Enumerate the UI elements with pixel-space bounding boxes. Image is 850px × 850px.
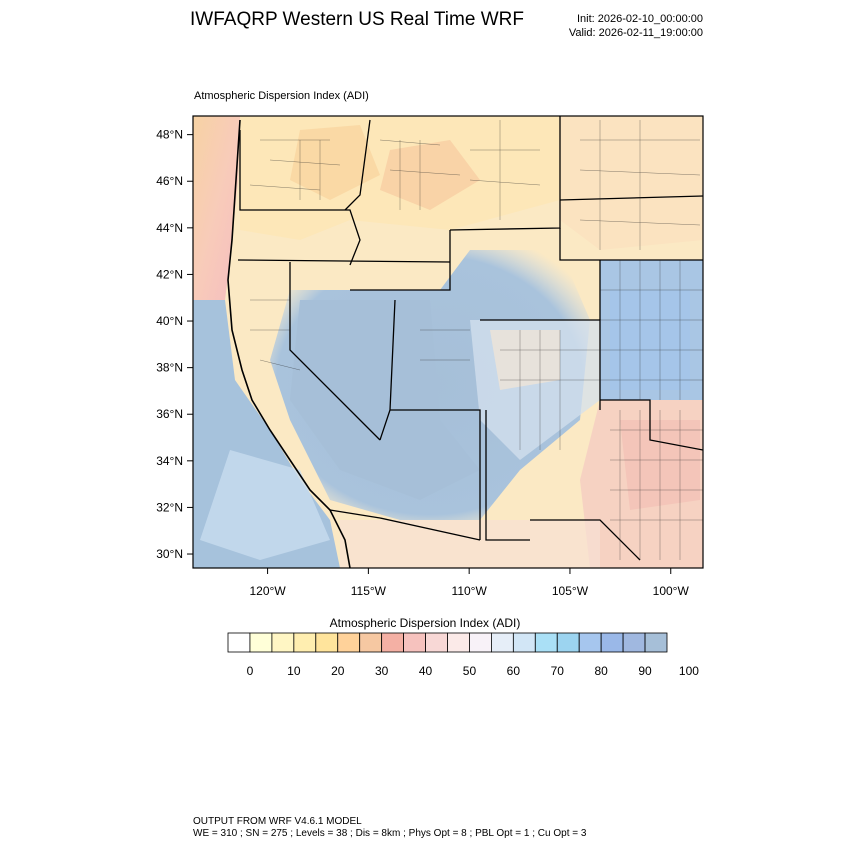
lon-tick-label: 115°W [350, 584, 387, 598]
colorbar-tick-label: 40 [418, 664, 433, 678]
lat-tick-label: 38°N [156, 360, 183, 375]
colorbar-swatch [491, 633, 513, 652]
lat-tick-label: 32°N [156, 500, 183, 515]
colorbar-tick-label: 90 [638, 664, 652, 678]
page-title: IWFAQRP Western US Real Time WRF [190, 9, 524, 30]
colorbar-swatch [426, 633, 448, 652]
init-time: Init: 2026-02-10_00:00:00 [577, 13, 703, 25]
colorbar-swatch [623, 633, 645, 652]
footer-model-line: OUTPUT FROM WRF V4.6.1 MODEL [193, 816, 362, 827]
lat-tick-label: 42°N [156, 267, 183, 282]
lon-tick-label: 100°W [652, 584, 689, 598]
lat-tick-label: 40°N [156, 314, 183, 329]
map-fill [193, 116, 703, 568]
colorbar-swatch [382, 633, 404, 652]
colorbar-tick-label: 50 [462, 664, 477, 678]
colorbar-tick-label: 30 [374, 664, 389, 678]
lon-axis [250, 568, 690, 598]
colorbar-swatch [228, 633, 250, 652]
colorbar-swatch [338, 633, 360, 652]
valid-time: Valid: 2026-02-11_19:00:00 [568, 27, 703, 39]
lat-tick-label: 46°N [156, 174, 183, 189]
colorbar-tick-label: 10 [287, 664, 301, 678]
colorbar-swatch [448, 633, 470, 652]
colorbar-tick-label: 100 [678, 664, 699, 678]
colorbar-swatch [250, 633, 272, 652]
colorbar-tick-label: 20 [331, 664, 345, 678]
colorbar-swatch [557, 633, 579, 652]
colorbar-swatch [601, 633, 623, 652]
colorbar-swatch [535, 633, 557, 652]
lat-tick-label: 34°N [156, 453, 183, 468]
colorbar-swatch [469, 633, 491, 652]
footer-settings-line: WE = 310 ; SN = 275 ; Levels = 38 ; Dis = 8km ; Phys Opt = 8 ; PBL Opt = 1 ; Cu Opt = 3 [193, 828, 587, 839]
colorbar-swatch [294, 633, 316, 652]
field-name: Atmospheric Dispersion Index (ADI) [194, 90, 369, 102]
lon-tick-label: 105°W [551, 584, 589, 598]
colorbar-swatch [316, 633, 338, 652]
lon-tick-label: 120°W [249, 584, 286, 598]
colorbar-swatch [404, 633, 426, 652]
lat-tick-label: 36°N [156, 407, 183, 422]
colorbar-swatch [579, 633, 601, 652]
colorbar-tick-label: 80 [594, 664, 608, 678]
colorbar-swatch [360, 633, 382, 652]
lon-tick-label: 110°W [451, 584, 487, 598]
lat-tick-label: 48°N [156, 127, 183, 142]
colorbar-swatch [645, 633, 667, 652]
colorbar-swatch [272, 633, 294, 652]
colorbar [228, 633, 699, 678]
colorbar-swatch [513, 633, 535, 652]
colorbar-tick-label: 70 [550, 664, 564, 678]
colorbar-tick-label: 0 [246, 664, 254, 678]
colorbar-title: Atmospheric Dispersion Index (ADI) [329, 616, 521, 630]
lat-tick-label: 44°N [156, 220, 183, 235]
lat-tick-label: 30°N [156, 547, 183, 562]
colorbar-tick-label: 60 [506, 664, 521, 678]
